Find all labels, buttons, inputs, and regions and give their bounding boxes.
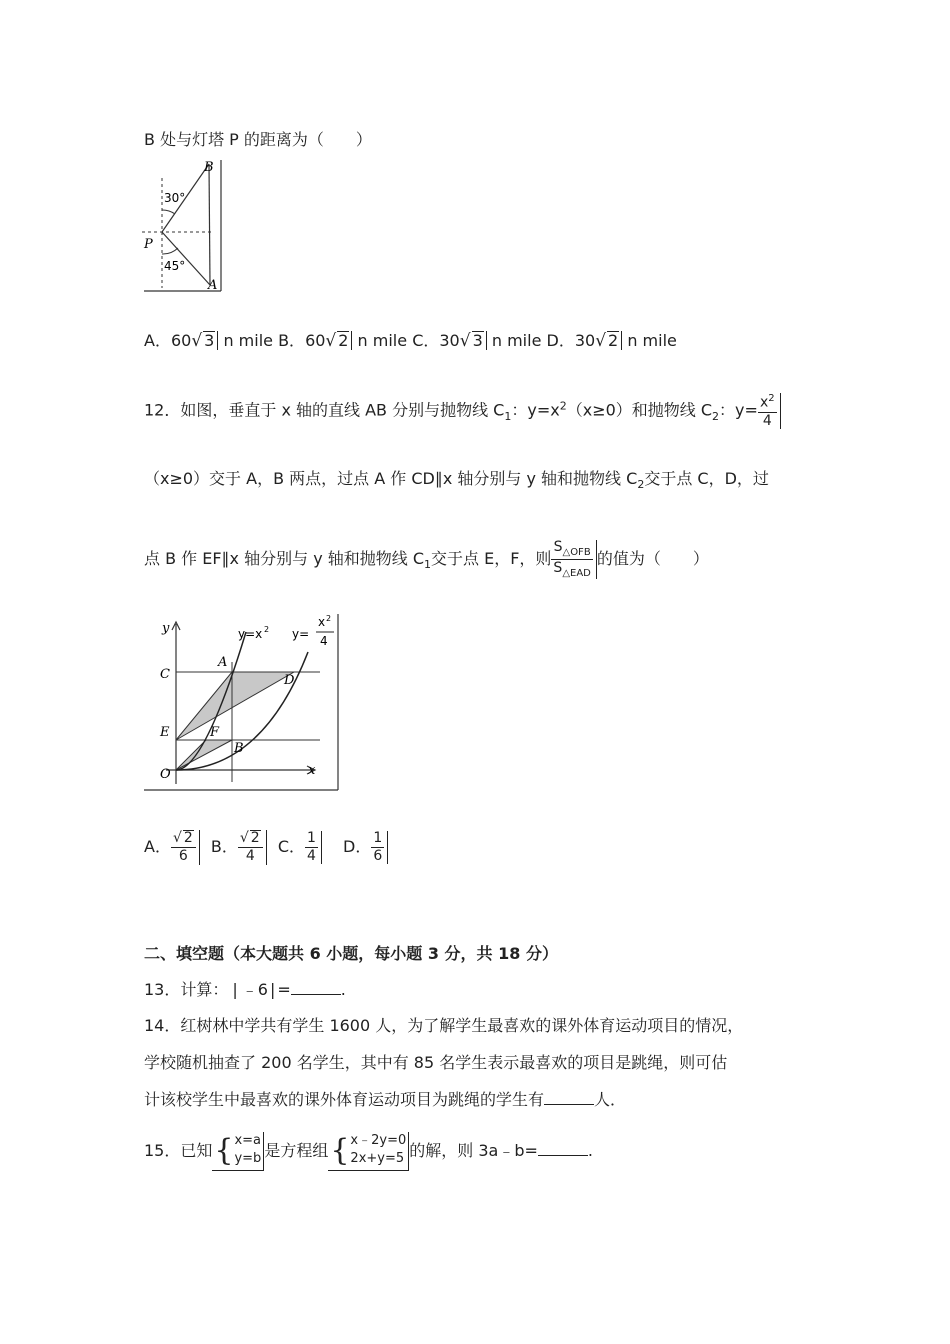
q12-curve2-den: 4 <box>320 634 328 648</box>
q12-options <box>144 830 388 865</box>
q11-option-d: D．30√ 2 n mile <box>546 331 677 351</box>
q12-curve2-exp: 2 <box>326 614 332 623</box>
q12-frac-x2-over-4: $\frac{x^2}{4}$ <box>758 393 781 429</box>
q12-label-d: D <box>284 673 295 688</box>
q12-line2: （x≥0）交于 A，B 两点，过点 A 作 CD∥x 轴分别与 y 轴和抛物线 $C_2$交于点 C，D，过 <box>144 469 769 492</box>
q11-figure <box>142 158 226 294</box>
q12-line1: 12．如图，垂直于 x 轴的直线 AB 分别与抛物线 $C_1$：$y=x^2(x\ge 0)$和抛物线 $C_2$：y= $\frac{x^2}{4}$ <box>144 393 781 429</box>
q12-label-e: E <box>160 725 170 740</box>
q15: 15．已知 { x=a y=b 是方程组 { x﹣2y=0 2x+y=5 的解，则 3a﹣b= . <box>144 1132 593 1171</box>
q12-label-c: C <box>160 667 170 682</box>
q12-option-a: A． $\frac{√ 2}{6}$ <box>144 837 200 856</box>
q13-answer-blank <box>291 980 341 995</box>
q12-label-f: F <box>210 725 220 740</box>
q12-curve1-exp: 2 <box>264 625 270 634</box>
q11-label-b: B <box>204 160 214 175</box>
q14-line3: 计该校学生中最喜欢的课外体育运动项目为跳绳的学生有 人． <box>144 1090 627 1109</box>
q11-angle-bottom: 45° <box>164 259 186 273</box>
q15-equation-system: { x﹣2y=0 2x+y=5 <box>328 1132 409 1171</box>
q12-label-a: A <box>218 655 228 670</box>
q12-curve1-label: y=x <box>238 627 263 641</box>
q12-label-b: B <box>234 741 244 756</box>
q11-options <box>144 328 677 351</box>
q11-angle-top: 30° <box>164 191 186 205</box>
q11-label-a: A <box>208 278 218 293</box>
q12-label-o: O <box>160 767 171 782</box>
q14-line1: 14．红树林中学共有学生 1600 人，为了解学生最喜欢的课外体育运动项目的情况， <box>144 1016 744 1035</box>
q12-line3: 点 B 作 EF∥x 轴分别与 y 轴和抛物线 $C_1$交于点 E，F，则 $\frac{S_{\triangle OFB}}{S_{\triangle EAD}}$ 的值为（ ） <box>144 539 709 579</box>
q11-label-p: P <box>144 237 153 252</box>
q13: 13．计算： | ﹣6 | = . <box>144 980 346 999</box>
q15-solution-system: { x=a y=b <box>212 1132 264 1171</box>
q12-option-b: B． $\frac{√ 2}{4}$ <box>211 837 267 856</box>
q12-label-x: x <box>308 763 316 778</box>
q11-option-b: B．60√ 2 n mile <box>278 331 408 351</box>
q14-answer-blank <box>544 1090 594 1105</box>
q12-curve2-label: y= <box>292 627 310 641</box>
q12-curve2-num: x <box>318 615 326 629</box>
q11-option-a: A．60√ 3 n mile <box>144 331 273 351</box>
q12-option-c: C． $\frac{1}{4}$ <box>278 837 322 856</box>
q15-answer-blank <box>538 1141 588 1156</box>
q14-line2: 学校随机抽查了 200 名学生，其中有 85 名学生表示最喜欢的项目是跳绳，则可估 <box>144 1053 728 1072</box>
q12-figure <box>142 612 342 794</box>
q12-label-y: y <box>162 621 170 636</box>
q11-option-c: C．30√ 3 n mile <box>412 331 542 351</box>
q12-area-ratio: $\frac{S_{\triangle OFB}}{S_{\triangle EAD}}$ <box>551 540 596 579</box>
section2-heading: 二、填空题（本大题共 6 小题，每小题 3 分，共 18 分） <box>144 944 558 963</box>
q11-tail-text: B 处与灯塔 P 的距离为（ ） <box>144 130 372 149</box>
q12-option-d: D． $\frac{1}{6}$ <box>343 837 388 856</box>
